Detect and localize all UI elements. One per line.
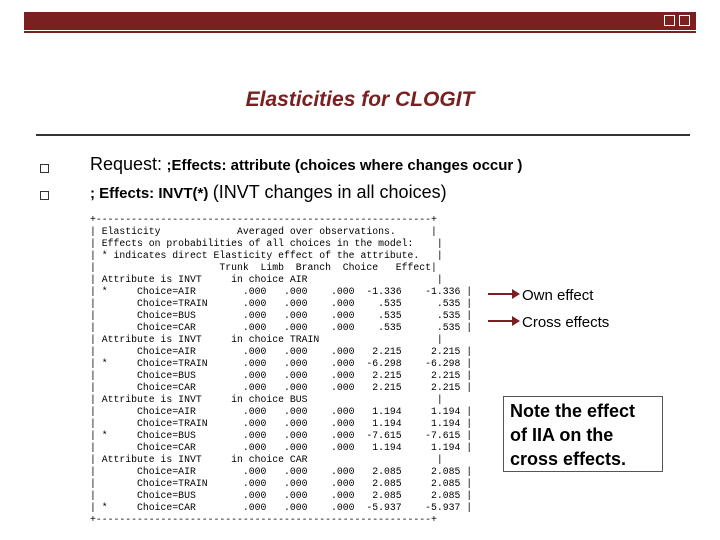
output-line: | Elasticity Averaged over observations. | xyxy=(90,226,437,237)
output-line: +---------------------------------------------------------+ xyxy=(90,514,437,525)
square-bullet-icon xyxy=(40,164,49,173)
output-line: | * indicates direct Elasticity effect of the attribute. | xyxy=(90,250,443,261)
header-rule xyxy=(24,31,696,33)
note-line: of IIA on the xyxy=(510,425,614,445)
cross-effects-label: Cross effects xyxy=(522,314,610,331)
own-effect-label: Own effect xyxy=(522,287,594,304)
output-line: | * Choice=CAR .000 .000 .000 -5.937 -5.937 | xyxy=(90,502,473,513)
output-line: | Effects on probabilities of all choices in the model: | xyxy=(90,238,443,249)
bullet-request xyxy=(90,154,522,175)
arrow-icon xyxy=(488,320,512,322)
bullet-effects xyxy=(90,182,447,203)
output-line: | Choice=AIR .000 .000 .000 1.194 1.194 | xyxy=(90,406,473,417)
output-line: | Choice=AIR .000 .000 .000 2.215 2.215 | xyxy=(90,346,473,357)
output-line: | Choice=BUS .000 .000 .000 2.215 2.215 | xyxy=(90,370,473,381)
output-line: | * Choice=TRAIN .000 .000 .000 -6.298 -6.298 | xyxy=(90,358,473,369)
slide-title: Elasticities for CLOGIT xyxy=(245,88,475,111)
output-line: +---------------------------------------------------------+ xyxy=(90,214,437,225)
output-line: | Choice=CAR .000 .000 .000 2.215 2.215 | xyxy=(90,382,473,393)
note-line: cross effects. xyxy=(510,449,627,469)
output-line: | Choice=CAR .000 .000 .000 1.194 1.194 | xyxy=(90,442,473,453)
header-bar xyxy=(24,12,696,30)
output-line: | Choice=TRAIN .000 .000 .000 2.085 2.085 | xyxy=(90,478,473,489)
output-line: | Choice=CAR .000 .000 .000 .535 .535 | xyxy=(90,322,473,333)
output-line: | Choice=TRAIN .000 .000 .000 .535 .535 | xyxy=(90,298,473,309)
output-line: | Choice=BUS .000 .000 .000 .535 .535 | xyxy=(90,310,473,321)
square-bullet-icon xyxy=(40,191,49,200)
arrow-icon xyxy=(488,293,512,295)
output-line: | * Choice=BUS .000 .000 .000 -7.615 -7.615 | xyxy=(90,430,473,441)
elasticity-output xyxy=(90,214,472,526)
title-divider xyxy=(36,134,690,136)
bullet-detail: (INVT changes in all choices) xyxy=(212,182,447,202)
iia-note xyxy=(503,396,663,472)
output-line: | Attribute is INVT in choice TRAIN | xyxy=(90,334,443,345)
output-line: | Attribute is INVT in choice BUS | xyxy=(90,394,443,405)
output-line: | Choice=TRAIN .000 .000 .000 1.194 1.194 | xyxy=(90,418,473,429)
square-icon xyxy=(664,15,675,26)
bullet-lead: Request: xyxy=(90,154,163,174)
note-line: Note the effect xyxy=(510,401,636,421)
output-line: | * Choice=AIR .000 .000 .000 -1.336 -1.336 | xyxy=(90,286,473,297)
bullet-detail: ;Effects: attribute (choices where changes occur ) xyxy=(166,157,523,174)
output-line: | Choice=AIR .000 .000 .000 2.085 2.085 | xyxy=(90,466,473,477)
output-line: | Attribute is INVT in choice CAR | xyxy=(90,454,443,465)
square-icon xyxy=(679,15,690,26)
bullet-lead: ; Effects: INVT(*) xyxy=(90,185,209,202)
output-line: | Choice=BUS .000 .000 .000 2.085 2.085 | xyxy=(90,490,473,501)
output-line: | Attribute is INVT in choice AIR | xyxy=(90,274,443,285)
output-line: | Trunk Limb Branch Choice Effect| xyxy=(90,262,437,273)
